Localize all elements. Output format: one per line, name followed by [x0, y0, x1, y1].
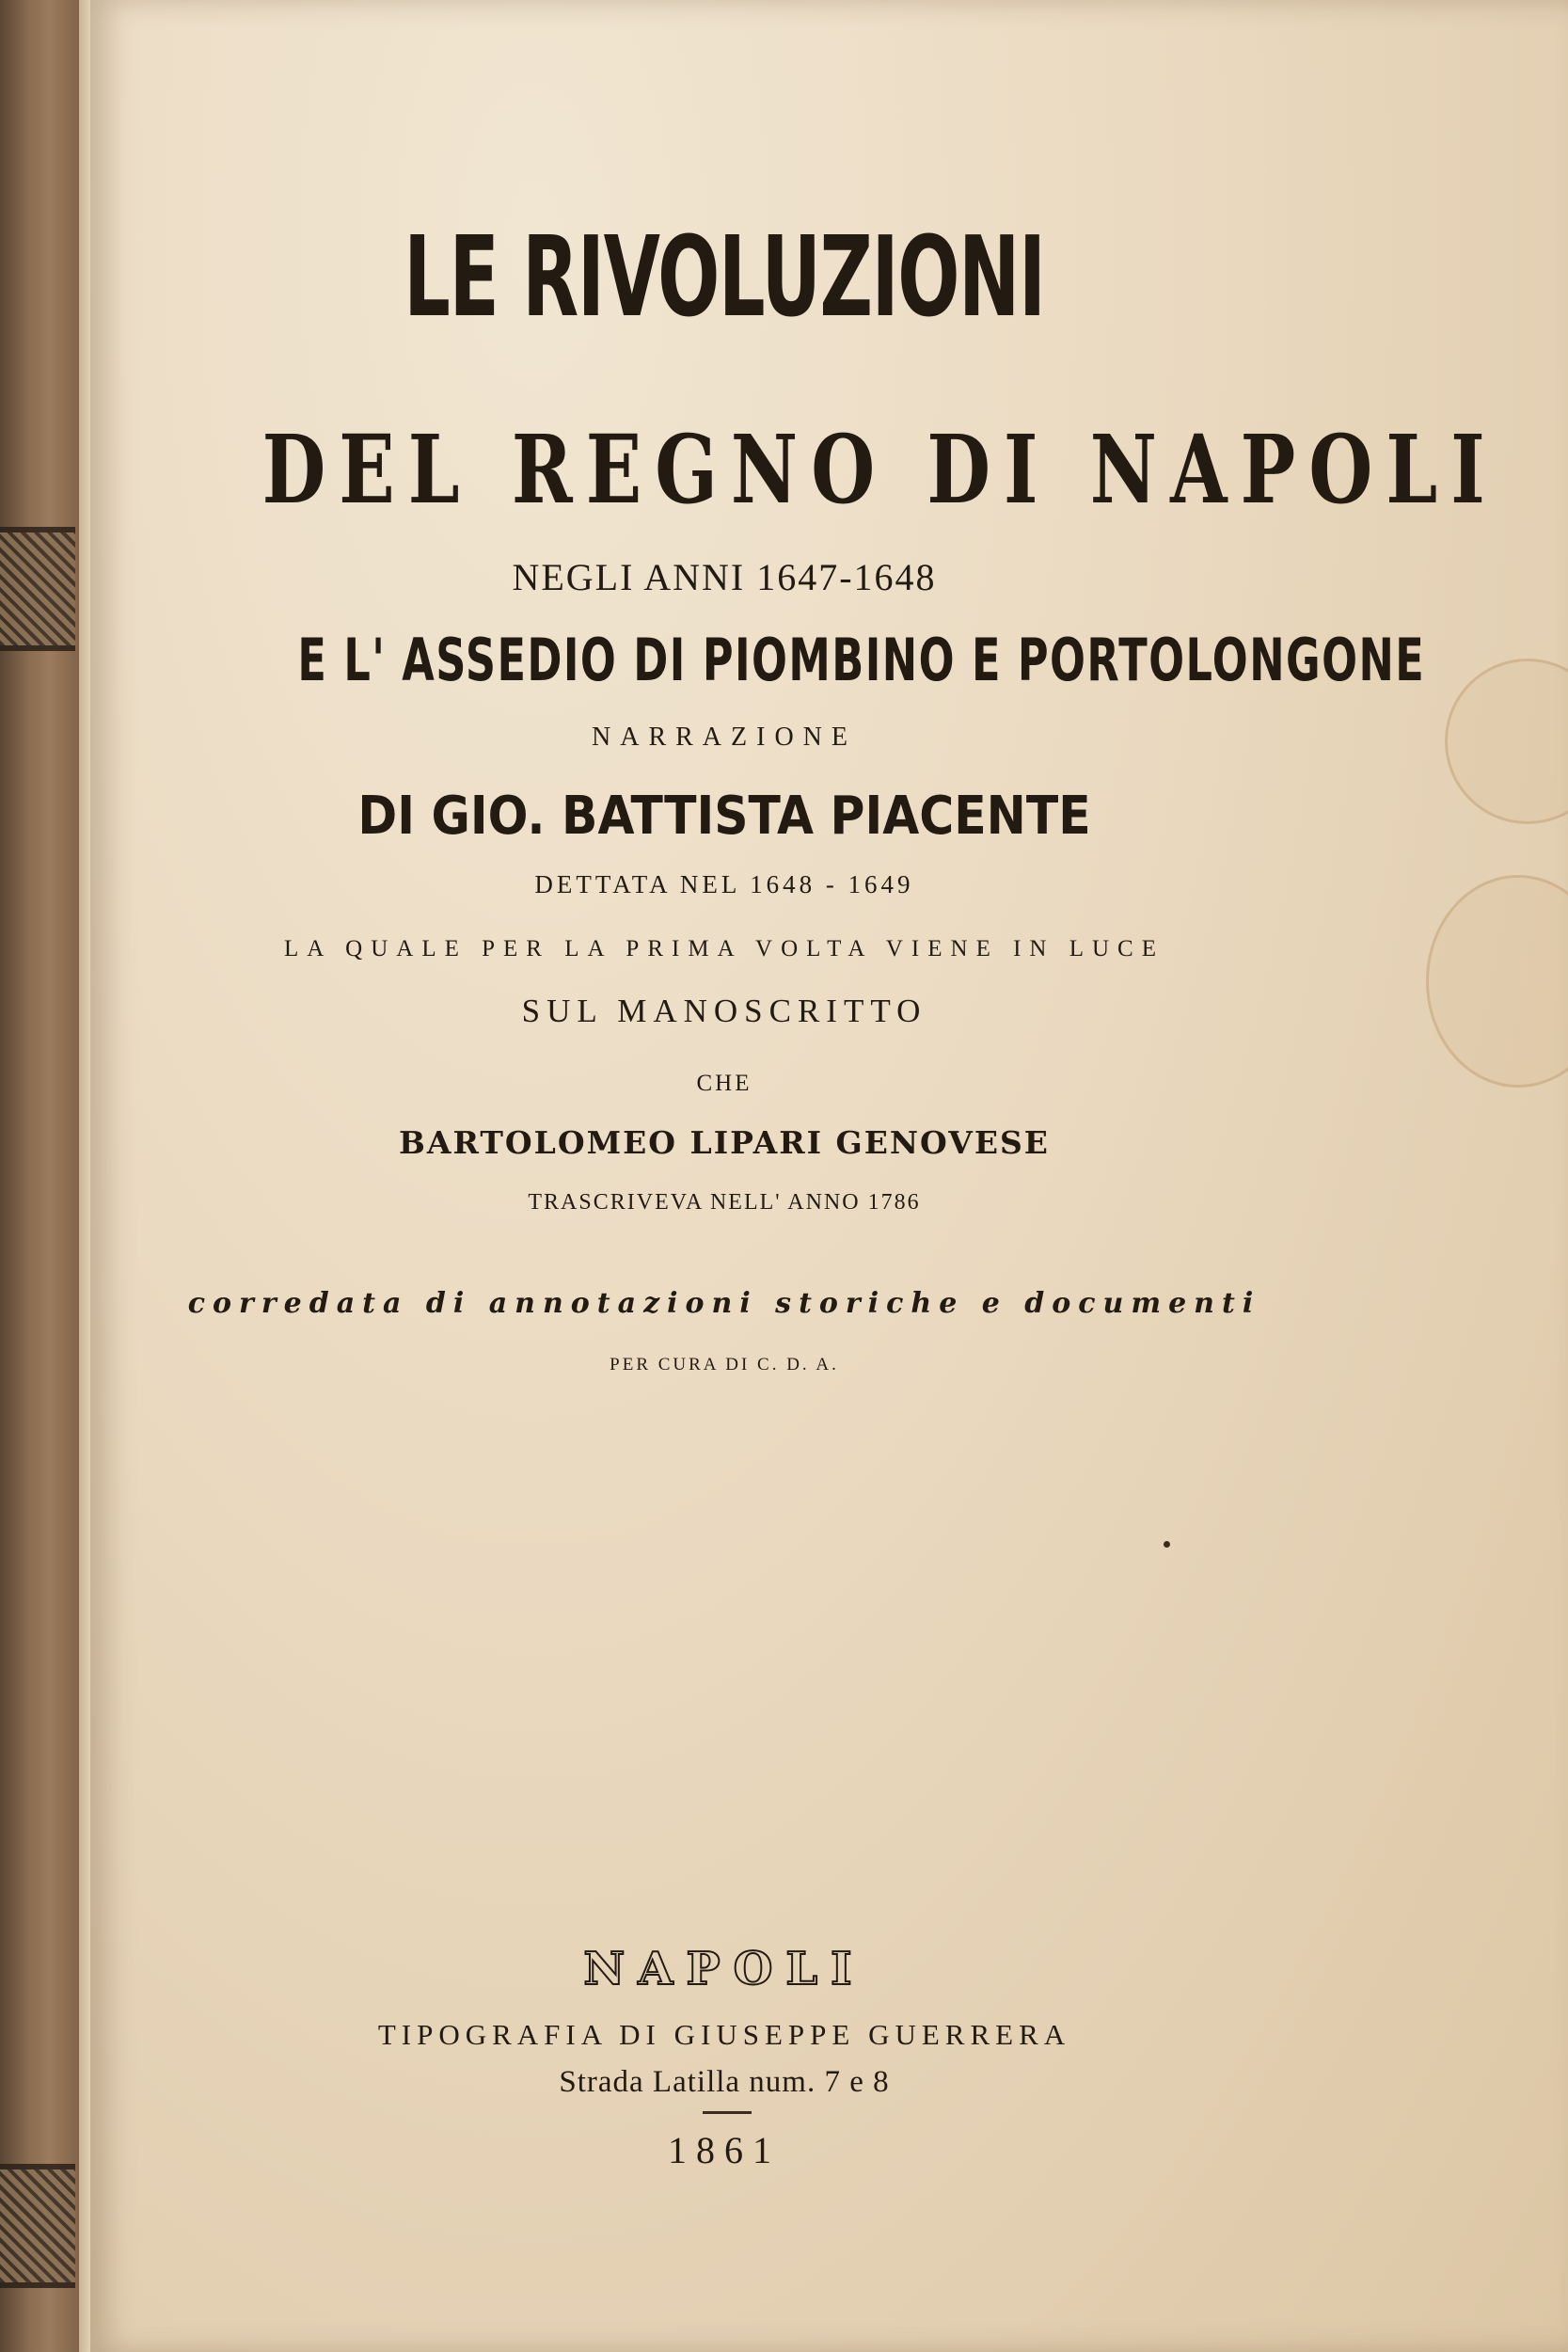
transcribed-line: TRASCRIVEVA NELL' ANNO 1786 [528, 1190, 921, 1215]
transcriber-line: BARTOLOMEO LIPARI GENOVESE [399, 1124, 1050, 1161]
book-subtitle: DEL REGNO DI NAPOLI [261, 414, 1498, 525]
years-line: NEGLI ANNI 1647-1648 [512, 556, 937, 598]
genre-line: NARRAZIONE [592, 723, 857, 752]
printer-line: TIPOGRAFIA DI GIUSEPPE GUERRERA [377, 2018, 1071, 2051]
publication-year: 1861 [668, 2129, 781, 2171]
annotations-line: corredata di annotazioni storiche e documenti [187, 1287, 1261, 1320]
che-line: CHE [696, 1071, 752, 1096]
manuscript-line: SUL MANOSCRITTO [521, 993, 927, 1029]
author-line: DI GIO. BATTISTA PIACENTE [357, 786, 1091, 847]
address-line: Strada Latilla num. 7 e 8 [559, 2065, 890, 2099]
city-line: NAPOLI [583, 1943, 865, 1995]
first-publication-line: LA QUALE PER LA PRIMA VOLTA VIENE IN LUCE [283, 936, 1164, 961]
ink-spot [1164, 1541, 1170, 1548]
siege-line: E L' ASSEDIO DI PIOMBINO E PORTOLONGONE [297, 626, 1426, 694]
divider-rule [703, 2111, 752, 2114]
dictated-line: DETTATA NEL 1648 - 1649 [534, 870, 914, 898]
editor-line: PER CURA DI C. D. A. [610, 1355, 839, 1375]
book-title: LE RIVOLUZIONI [404, 212, 1045, 342]
